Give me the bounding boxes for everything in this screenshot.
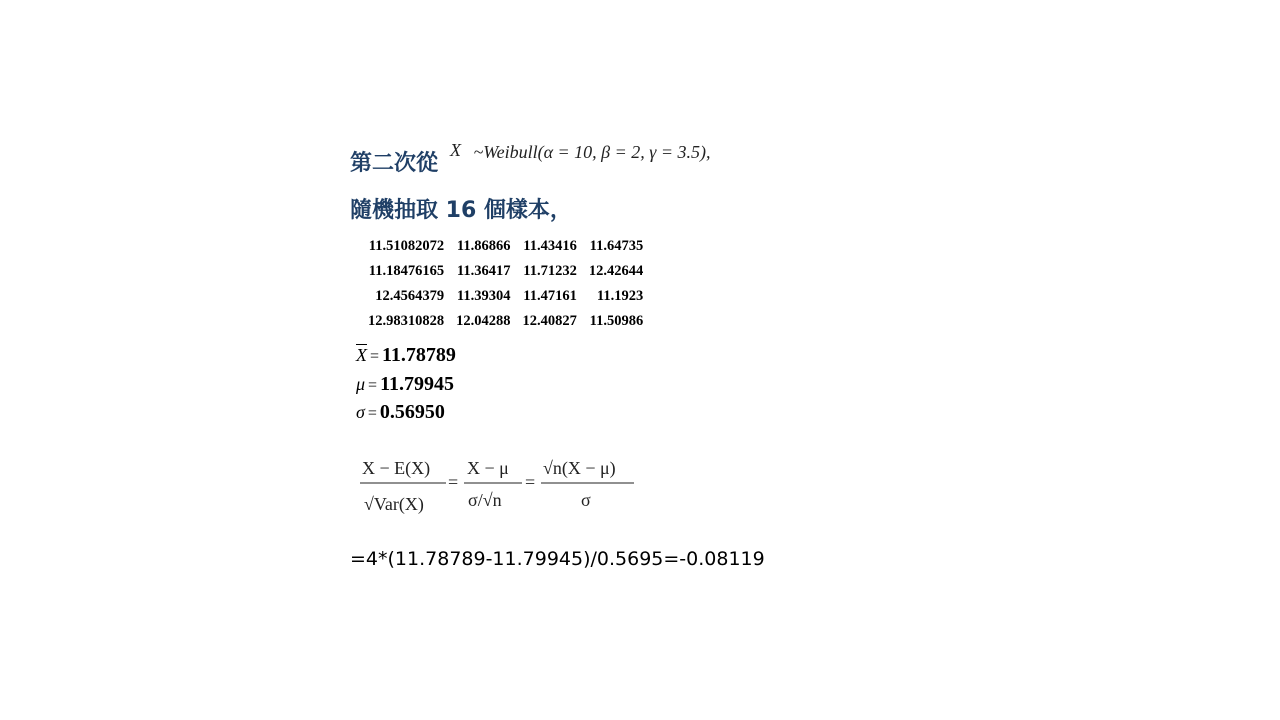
sigma-equals: =: [367, 405, 377, 422]
mu-symbol: μ: [356, 374, 366, 394]
sample-mean-stat: [356, 344, 456, 367]
fraction-1-denominator: √Var(X): [364, 494, 424, 514]
sigma-symbol: σ: [356, 402, 365, 422]
table-cell: 11.1923: [596, 288, 644, 304]
table-cell: 11.71232: [523, 263, 577, 279]
equals-1: =: [448, 472, 459, 492]
table-cell: 11.47161: [523, 288, 577, 304]
sigma-value: 0.56950: [379, 401, 445, 423]
table-cell: 12.42644: [588, 263, 644, 279]
fraction-2-denominator: σ/√n: [468, 490, 502, 510]
calculation-line: =4*(11.78789-11.79945)/0.5695=-0.08119: [350, 548, 765, 570]
mu-equals: =: [368, 377, 378, 394]
table-cell: 11.64735: [589, 238, 644, 254]
table-row: [362, 234, 649, 259]
xbar-symbol: $\overline{X}$: [356, 345, 367, 365]
table-cell: 11.43416: [523, 238, 577, 254]
fraction-1-numerator: X − E(X): [362, 458, 431, 478]
table-cell: 12.04288: [456, 313, 511, 329]
formula-distribution: ~Weibull: [473, 142, 538, 162]
mu-value: 11.79945: [380, 373, 454, 395]
table-cell: 12.98310828: [368, 313, 445, 329]
heading-line-1: 第二次從: [350, 151, 439, 176]
table-row: [362, 259, 649, 284]
table-cell: 11.86866: [456, 238, 511, 254]
standardization-equation: [350, 446, 650, 526]
table-cell: 12.40827: [522, 313, 577, 329]
xbar-value: 11.78789: [382, 344, 456, 366]
population-mean-stat: [356, 373, 454, 396]
fraction-3-numerator: √n(X − μ): [543, 458, 616, 478]
heading-line-2: 隨機抽取 16 個樣本，: [350, 198, 572, 223]
std-dev-stat: [356, 401, 445, 424]
table-cell: 11.36417: [456, 263, 511, 279]
fraction-2-numerator: X − μ: [467, 458, 509, 478]
table-row: [362, 284, 649, 309]
table-cell: 12.4564379: [375, 288, 445, 304]
fraction-3-denominator: σ: [581, 490, 591, 510]
formula-variable: X: [450, 140, 461, 160]
equals-2: =: [525, 472, 536, 492]
table-cell: 11.18476165: [368, 263, 445, 279]
weibull-formula: [450, 142, 711, 163]
table-row: [362, 309, 649, 334]
sample-table: [362, 234, 649, 334]
table-cell: 11.51082072: [368, 238, 445, 254]
formula-params: (α = 10, β = 2, γ = 3.5),: [537, 142, 711, 162]
xbar-equals: =: [370, 348, 380, 365]
table-cell: 11.50986: [589, 313, 644, 329]
table-cell: 11.39304: [456, 288, 511, 304]
